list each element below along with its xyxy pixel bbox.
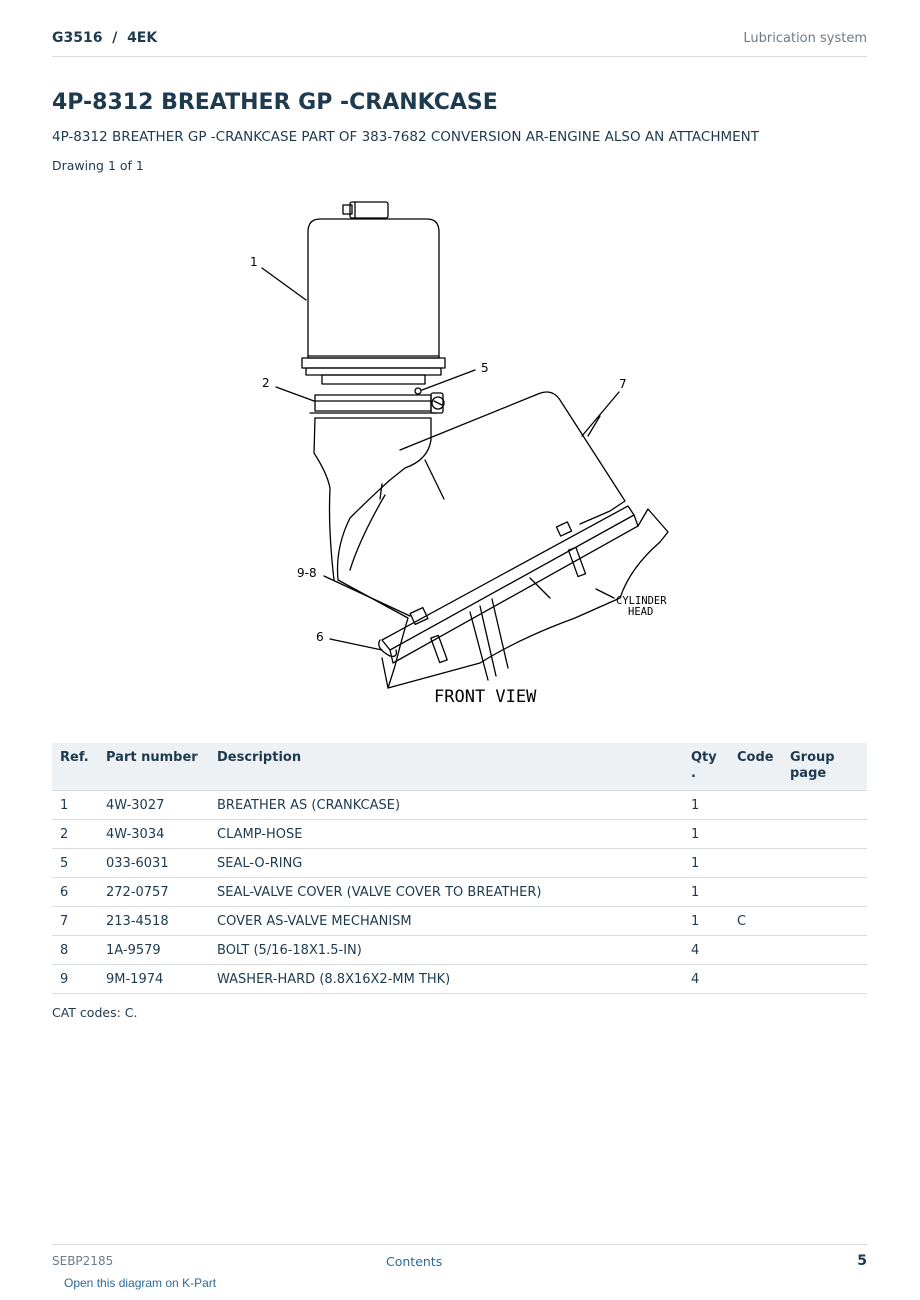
kpart-diagram-link[interactable]: Open this diagram on K-Part (64, 1276, 217, 1290)
col-ref: Ref. (52, 743, 98, 791)
cell-code (729, 849, 782, 878)
cell-group-page (782, 820, 867, 849)
cell-group-page (782, 849, 867, 878)
cell-qty: 1 (683, 791, 729, 820)
hose-clamp (315, 395, 431, 411)
col-code: Code (729, 743, 782, 791)
table-row (52, 936, 867, 965)
cell-code (729, 878, 782, 907)
cylinder-head-label-line2: HEAD (628, 606, 654, 618)
page-subtitle: 4P-8312 BREATHER GP -CRANKCASE PART OF 383-7682 CONVERSION AR-ENGINE ALSO AN ATTACHMENT (52, 129, 760, 145)
page-footer (52, 1244, 867, 1275)
document-id: SEBP2185 (52, 1254, 114, 1268)
canister-flange (302, 358, 445, 368)
cell-code (729, 965, 782, 994)
cell-group-page (782, 965, 867, 994)
table-row (52, 849, 867, 878)
o-ring (415, 388, 421, 394)
cat-codes-note: CAT codes: C. (52, 1005, 138, 1020)
cell-code (729, 820, 782, 849)
cell-description: COVER AS-VALVE MECHANISM (209, 907, 683, 936)
parts-diagram (230, 188, 690, 718)
cell-description: SEAL-VALVE COVER (VALVE COVER TO BREATHER) (209, 878, 683, 907)
cell-part-number: 1A-9579 (98, 936, 209, 965)
cell-qty: 1 (683, 907, 729, 936)
cell-qty: 4 (683, 936, 729, 965)
cell-code (729, 791, 782, 820)
cell-ref: 2 (52, 820, 98, 849)
callout-5: 5 (481, 361, 489, 375)
cell-description: CLAMP-HOSE (209, 820, 683, 849)
cell-part-number: 4W-3027 (98, 791, 209, 820)
cell-qty: 4 (683, 965, 729, 994)
base-plate (382, 506, 634, 650)
cell-group-page (782, 907, 867, 936)
table-row (52, 791, 867, 820)
cell-qty: 1 (683, 878, 729, 907)
cell-part-number: 4W-3034 (98, 820, 209, 849)
cell-qty: 1 (683, 820, 729, 849)
cell-description: SEAL-O-RING (209, 849, 683, 878)
contents-link[interactable]: Contents (386, 1254, 443, 1269)
callout-6: 6 (316, 630, 324, 644)
cell-group-page (782, 791, 867, 820)
section-name: Lubrication system (743, 31, 867, 46)
cell-ref: 1 (52, 791, 98, 820)
parts-table (52, 743, 867, 994)
cell-qty: 1 (683, 849, 729, 878)
col-qty: Qty . (683, 743, 729, 791)
connector-cap (350, 202, 388, 218)
cell-part-number: 213-4518 (98, 907, 209, 936)
callout-1: 1 (250, 255, 258, 269)
callout-2: 2 (262, 376, 270, 390)
view-label: FRONT VIEW (434, 687, 537, 707)
page-header (52, 28, 867, 57)
cell-description: BREATHER AS (CRANKCASE) (209, 791, 683, 820)
table-row (52, 965, 867, 994)
model-breadcrumb: G3516 / 4EK (52, 30, 158, 46)
col-description: Description (209, 743, 683, 791)
table-row (52, 878, 867, 907)
page-number: 5 (857, 1253, 867, 1269)
col-group-page: Group page (782, 743, 867, 791)
cell-group-page (782, 878, 867, 907)
table-row (52, 820, 867, 849)
cell-code (729, 936, 782, 965)
cell-ref: 6 (52, 878, 98, 907)
table-header-row (52, 743, 867, 791)
cell-code: C (729, 907, 782, 936)
cell-ref: 9 (52, 965, 98, 994)
page-title: 4P-8312 BREATHER GP -CRANKCASE (52, 90, 498, 115)
cell-ref: 5 (52, 849, 98, 878)
cell-description: BOLT (5/16-18X1.5-IN) (209, 936, 683, 965)
cylinder-head-label-line1: CYLINDER (616, 595, 667, 607)
cell-ref: 8 (52, 936, 98, 965)
breather-canister (308, 219, 439, 358)
cell-part-number: 033-6031 (98, 849, 209, 878)
cell-description: WASHER-HARD (8.8X16X2-MM THK) (209, 965, 683, 994)
drawing-count: Drawing 1 of 1 (52, 158, 144, 173)
table-row (52, 907, 867, 936)
col-part-number: Part number (98, 743, 209, 791)
callout-7: 7 (619, 377, 627, 391)
callout-9-8: 9-8 (297, 566, 317, 580)
cell-part-number: 272-0757 (98, 878, 209, 907)
cell-group-page (782, 936, 867, 965)
cell-part-number: 9M-1974 (98, 965, 209, 994)
valve-cover (400, 392, 625, 524)
cell-ref: 7 (52, 907, 98, 936)
